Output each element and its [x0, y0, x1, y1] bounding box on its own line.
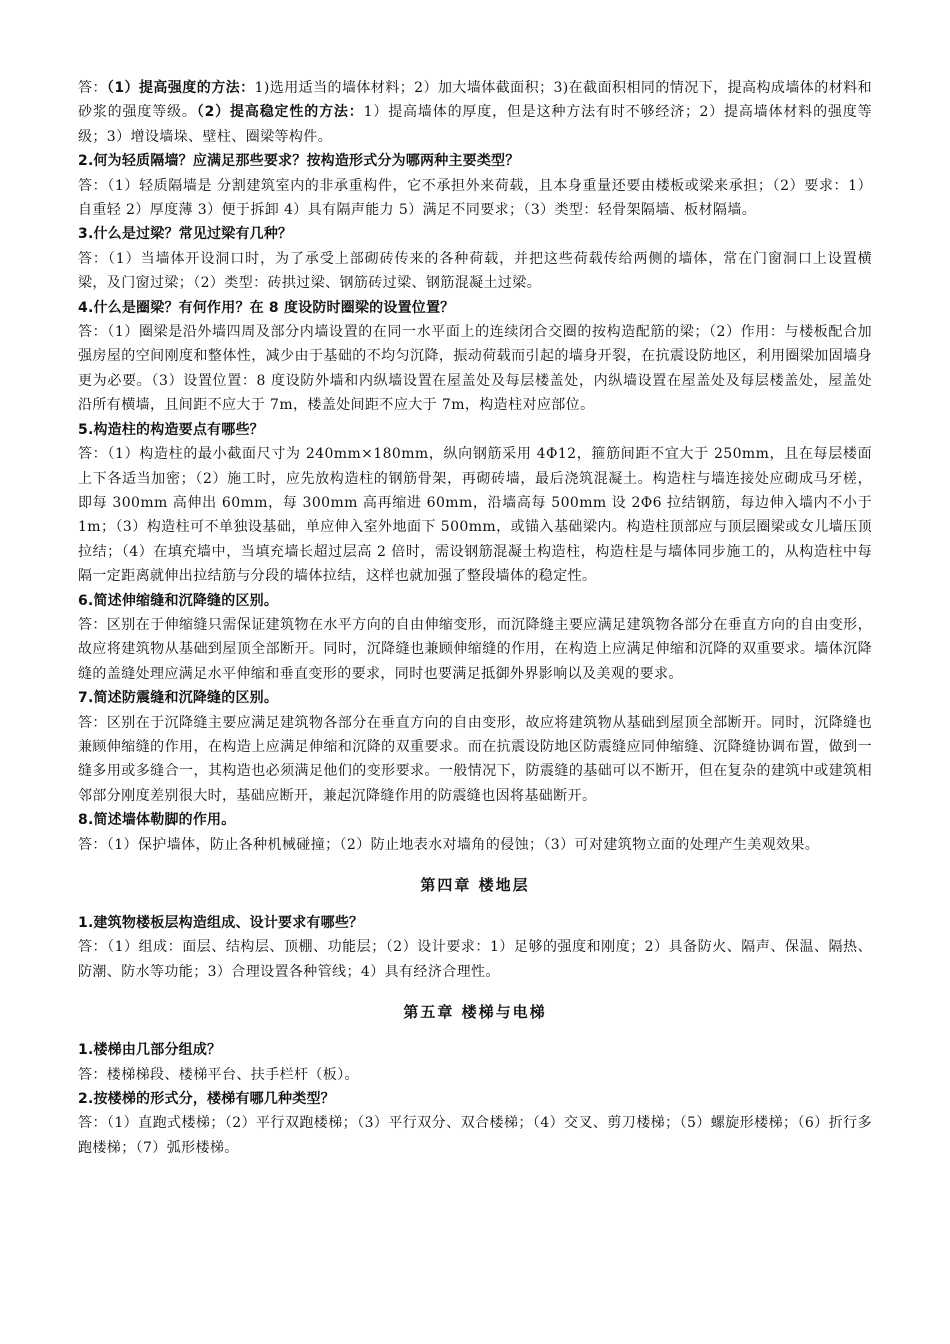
answer-text: 答：（1）构造柱的最小截面尺寸为 240mm×180mm，纵向钢筋采用 4Φ12，箍筋间距不宜大于 250mm，且在每层楼面上下各适当加密；（2）施工时，应先放构造柱的钢筋骨架，再砌砖墙，最后浇筑混凝土。构造柱与墙连接处应砌成马牙槎，即每 300mm 高伸出 60mm，每 300mm 高再缩进 60mm，沿墙高每 500mm 设 2Φ6 拉结钢筋，每边伸入墙内不小于 1m；（3）构造柱可不单独设基础，单应伸入室外地面下 500mm，或锚入基础梁内。构造柱顶部应与顶层圈梁或女儿墙压顶拉结；（4）在填充墙中，当填充墙长超过层高 2 倍时，需设钢筋混凝土构造柱，构造柱是与墙体同步施工的，从构造柱中每隔一定距离就伸出拉结筋与分段的墙体拉结，这样也就加强了整段墙体的稳定性。	[78, 446, 872, 585]
answer-text: 答：（1）直跑式楼梯；（2）平行双跑楼梯；（3）平行双分、双合楼梯；（4）交叉、剪刀楼梯；（5）螺旋形楼梯；（6）折行多跑楼梯；（7）弧形楼梯。	[78, 1115, 872, 1156]
question-heading: 2.按楼梯的形式分，楼梯有哪几种类型？	[78, 1091, 335, 1108]
answer-text: 答：区别在于沉降缝主要应满足建筑物各部分在垂直方向的自由变形，故应将建筑物从基础到屋顶全部断开。同时，沉降缝也兼顾伸缩缝的作用，在构造上应满足伸缩和沉降的双重要求。而在抗震设防地区防震缝应同伸缩缝、沉降缝协调布置，做到一缝多用或多缝合一，其构造也必须满足他们的变形要求。一般情况下，防震缝的基础可以不断开，但在复杂的建筑中或建筑相邻部分刚度差别很大时，基础应断开，兼起沉降缝作用的防震缝也因将基础断开。	[78, 714, 872, 804]
answer-text: 答：（1）圈梁是沿外墙四周及部分内墙设置的在同一水平面上的连续闭合交圈的按构造配筋的梁；（2）作用：与楼板配合加强房屋的空间刚度和整体性，减少由于基础的不均匀沉降，振动荷载而引起的墙身开裂，在抗震设防地区，利用圈梁加固墙身更为必要。（3）设置位置：8 度设防外墙和内纵墙设置在屋盖处及每层楼盖处，内纵墙设置在屋盖处及每层楼盖处，屋盖处沿所有横墙，且间距不应大于 7m，楼盖处间距不应大于 7m，构造柱对应部位。	[78, 324, 872, 414]
chapter-title-4: 第四章 楼地层	[420, 876, 530, 894]
method-heading-strength: （1）提高强度的方法：	[106, 80, 255, 96]
question-heading: 4.什么是圈梁？有何作用？在 8 度设防时圈梁的设置位置？	[78, 299, 455, 316]
question-heading: 1.建筑物楼板层构造组成、设计要求有哪些？	[78, 915, 364, 931]
question-heading: 5.构造柱的构造要点有哪些？	[78, 421, 264, 438]
answer-prefix: 答：	[78, 80, 107, 96]
question-heading: 1.楼梯由几部分组成？	[78, 1042, 222, 1059]
method-heading-stability: （2）提高稳定性的方法：	[196, 104, 364, 121]
question-heading: 7.简述防震缝和沉降缝的区别。	[78, 690, 279, 707]
question-heading: 6.简述伸缩缝和沉降缝的区别。	[78, 592, 279, 609]
answer-text: 答：楼梯梯段、楼梯平台、扶手栏杆（板）。	[78, 1066, 359, 1083]
method-text-stability: 1）提高墙体的厚度，但是这种方法有时不够经济；2）提高墙体材料的强度等级；3）增设墙垛、壁柱、圈梁等构件。	[78, 104, 873, 145]
answer-text: 答：区别在于伸缩缝只需保证建筑物在水平方向的自由伸缩变形，而沉降缝主要应满足建筑物各部分在垂直方向的自由变形，故应将建筑物从基础到屋顶全部断开。同时，沉降缝也兼顾伸缩缝的作用，在构造上应满足伸缩和沉降的双重要求。墙体沉降缝的盖缝处理应满足水平伸缩和垂直变形的要求，同时也要满足抵御外界影响以及美观的要求。	[78, 616, 872, 682]
question-heading: 3.什么是过梁？常见过梁有几种？	[78, 226, 293, 243]
answer-text: 答：（1）保护墙体，防止各种机械碰撞；（2）防止地表水对墙角的侵蚀；（3）可对建筑物立面的处理产生美观效果。	[78, 836, 820, 853]
chapter-title-5: 第五章 楼梯与电梯	[403, 1003, 547, 1022]
answer-text: 答：（1）轻质隔墙是 分割建筑室内的非承重构件，它不承担外来荷载，且本身重量还要由楼板或梁来承担；（2）要求：1）自重轻 2）厚度薄 3）便于拆卸 4）具有隔声能力 5）满足不同要求；（3）类型：轻骨架隔墙、板材隔墙。	[78, 177, 872, 219]
question-heading: 2.何为轻质隔墙？应满足那些要求？按构造形式分为哪两种主要类型？	[78, 153, 520, 170]
document-page	[78, 76, 872, 1160]
method-text-strength: 1)选用适当的墙体材料；2）加大墙体截面积；3)在截面积相同的情况下，提高构成墙体的材料和砂浆的强度等级。	[78, 80, 872, 121]
question-heading: 8.简述墙体勒脚的作用。	[78, 812, 236, 829]
intro-answer	[78, 76, 872, 149]
answer-text: 答：（1）当墙体开设洞口时，为了承受上部砌砖传来的各种荷载，并把这些荷载传给两侧的墙体，常在门窗洞口上设置横梁，及门窗过梁；（2）类型：砖拱过梁、钢筋砖过梁、钢筋混凝土过梁。	[78, 250, 872, 292]
answer-text: 答：（1）组成：面层、结构层、顶棚、功能层；（2）设计要求：1）足够的强度和刚度；2）具备防火、隔声、保温、隔热、防潮、防水等功能；3）合理设置各种管线；4）具有经济合理性。	[78, 939, 872, 980]
